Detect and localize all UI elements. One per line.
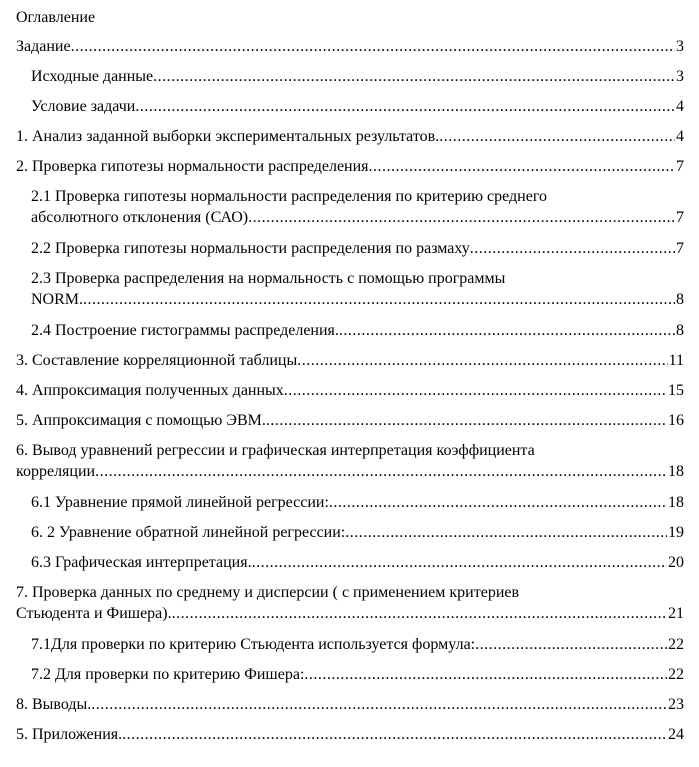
toc-entry-title: 6. 2 Уравнение обратной линейной регрессии: [31,524,346,541]
toc-dot-leader [153,66,675,87]
toc-entry-title: 8. Выводы. [16,696,92,713]
toc-page-number: 7 [676,158,684,175]
toc-entry[interactable] [31,62,684,92]
toc-entry[interactable] [31,234,684,264]
toc-entry[interactable] [31,264,684,316]
toc-entry-title: Условие задачи [31,98,136,115]
toc-dot-leader [91,694,667,715]
toc-entry-title: 7.1Для проверки по критерию Стьюдента используется формула: [31,636,476,653]
toc-entry[interactable] [31,548,684,578]
toc-page-number: 22 [668,666,684,683]
toc-dot-leader [475,634,667,655]
toc-page-number: 19 [668,524,684,541]
toc-entry[interactable] [31,660,684,690]
toc-dot-leader [252,552,667,573]
toc-dot-leader [304,664,667,685]
toc-entry[interactable] [16,406,684,436]
toc-page-number: 3 [676,68,684,85]
toc-entry-title: 2. Проверка гипотезы нормальности распределения [16,158,369,175]
toc-entry[interactable] [31,182,684,234]
toc-page-number: 18 [668,463,684,480]
toc-page-number: 18 [668,494,684,511]
toc-page-number: 21 [668,605,684,622]
toc-page-number: 7 [676,240,684,257]
toc-entry-title-line1: 2.3 Проверка распределения на нормальность с помощью программы [31,270,506,287]
toc-entry-title-line1: 6. Вывод уравнений регрессии и графическая интерпретация коэффициента [16,442,535,459]
toc-page-number: 23 [668,696,684,713]
toc-entry-title: абсолютного отклонения (САО) [31,209,249,226]
toc-page-number: 24 [668,726,684,743]
toc-page-number: 22 [668,636,684,653]
toc-entry-title: 6.3 Графическая интерпретация. [31,554,252,571]
toc-page-number: 8 [676,291,684,308]
toc-page-number: 11 [668,352,684,369]
toc-page-number: 4 [676,98,684,115]
toc-dot-leader [248,207,675,228]
toc-dot-leader [470,238,675,259]
toc-dot-leader [284,380,667,401]
toc-dot-leader [71,36,675,57]
toc-entry-title: Стьюдента и Фишера). [16,605,172,622]
toc-entry-title-line1: 2.1 Проверка гипотезы нормальности распределения по критерию среднего [31,188,547,205]
toc-entry[interactable] [16,690,684,720]
toc-entry[interactable] [16,32,684,62]
toc-entry[interactable] [31,92,684,122]
toc-dot-leader [345,522,667,543]
toc-entry-title: 2.4 Построение гистограммы распределения. [31,322,339,339]
toc-entry-title: корреляции [16,463,96,480]
toc-entry[interactable] [16,578,684,630]
toc-entry-title-line1: 7. Проверка данных по среднему и дисперсии ( с применением критериев [16,584,520,601]
toc-dot-leader [369,156,675,177]
toc-entry-title: 5. Приложения. [16,726,123,743]
toc-entry[interactable] [16,720,684,750]
toc-dot-leader [172,603,667,624]
toc-entry-title: 2.2 Проверка гипотезы нормальности распределения по размаху [31,240,470,257]
toc-heading: Оглавление [16,9,96,26]
toc-entry-title: Задание [16,38,71,55]
toc-page-number: 3 [676,38,684,55]
toc-dot-leader [83,289,675,310]
table-of-contents [16,0,684,750]
toc-dot-leader [266,410,667,431]
toc-entry[interactable] [31,518,684,548]
toc-page-number: 4 [676,128,684,145]
toc-entry[interactable] [16,346,684,376]
toc-entry[interactable] [16,152,684,182]
toc-dot-leader [95,461,667,482]
toc-dot-leader [297,350,667,371]
toc-entry[interactable] [16,376,684,406]
toc-dot-leader [339,320,675,341]
toc-entry-title: 4. Аппроксимация полученных данных [16,382,284,399]
toc-page-number: 15 [668,382,684,399]
toc-dot-leader [329,492,667,513]
toc-entry-title: 6.1 Уравнение прямой линейной регрессии: [31,494,329,511]
toc-entry-title: 1. Анализ заданной выборки экспериментальных результатов. [16,128,440,145]
toc-entry-title: 7.2 Для проверки по критерию Фишера: [31,666,305,683]
toc-page-number: 16 [668,412,684,429]
toc-dot-leader [135,96,675,117]
toc-entry-title: 5. Аппроксимация с помощью ЭВМ. [16,412,266,429]
toc-entry[interactable] [16,122,684,152]
toc-entry-title: NORM. [31,291,84,308]
toc-page-number: 7 [676,209,684,226]
toc-entry-title: 3. Составление корреляционной таблицы [16,352,298,369]
toc-entry[interactable] [16,436,684,488]
toc-entry[interactable] [31,488,684,518]
toc-dot-leader [122,724,667,745]
toc-entry-title: Исходные данные [31,68,154,85]
toc-entry[interactable] [31,630,684,660]
toc-dot-leader [439,126,675,147]
toc-entry[interactable] [31,316,684,346]
toc-page-number: 20 [668,554,684,571]
toc-page-number: 8 [676,322,684,339]
